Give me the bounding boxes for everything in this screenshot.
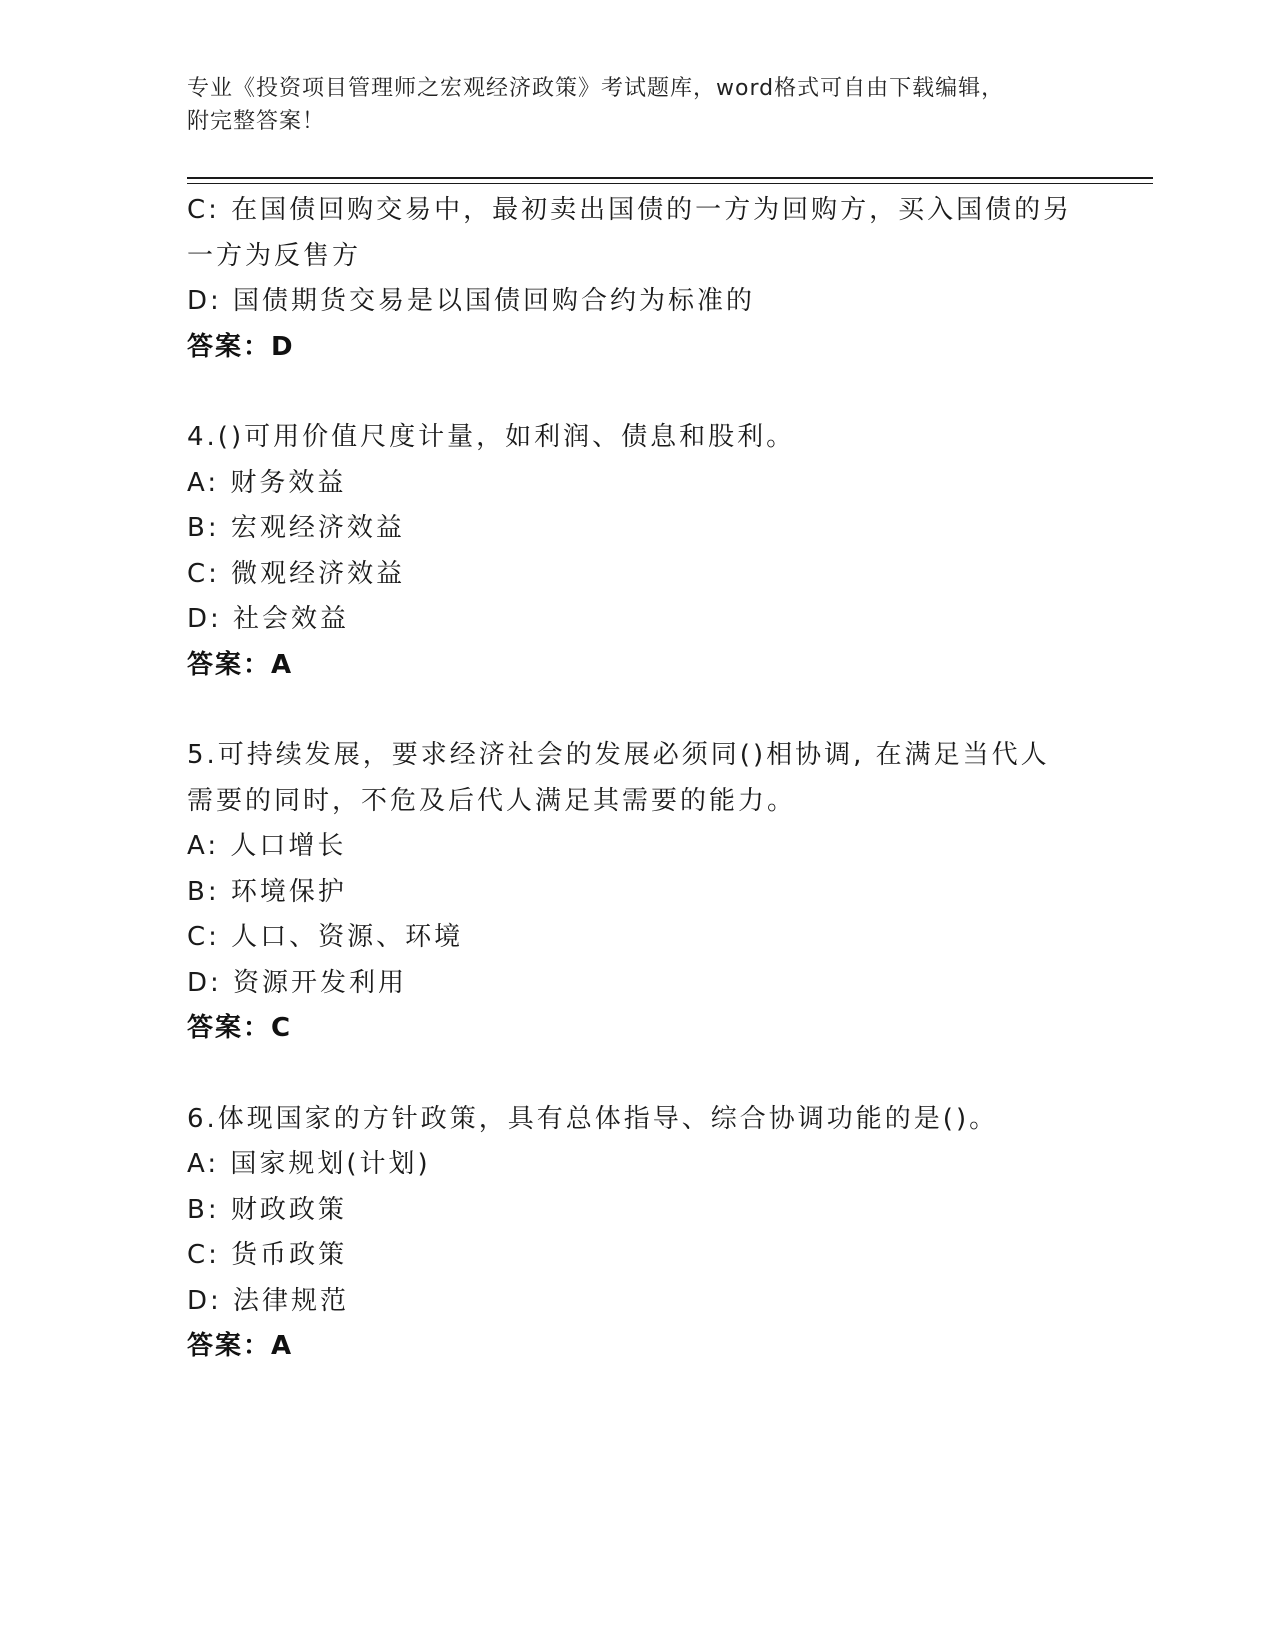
question-stem: 4.()可用价值尺度计量，如利润、债息和股利。 (187, 422, 796, 452)
option-d: D: 社会效益 (187, 604, 350, 634)
option-a: A: 国家规划(计划) (187, 1149, 431, 1179)
answer: 答案：C (187, 1013, 293, 1043)
option-c-line-2: 一方为反售方 (187, 240, 362, 271)
option-d: D: 资源开发利用 (187, 967, 408, 998)
answer: 答案：A (187, 1331, 294, 1361)
option-a: A: 人口增长 (187, 831, 347, 861)
header-divider-thin (187, 183, 1153, 184)
answer: 答案：D (187, 331, 295, 362)
option-c: C: 人口、资源、环境 (187, 922, 464, 952)
spacer (187, 370, 1087, 415)
option-b: B: 财政政策 (187, 1194, 347, 1225)
option-c: C: 微观经济效益 (187, 558, 406, 589)
question-6 (187, 1097, 1087, 1370)
header-line-1: 专业《投资项目管理师之宏观经济政策》考试题库，word格式可自由下载编辑， (187, 76, 1005, 101)
spacer (187, 1052, 1087, 1097)
option-d: D: 国债期货交易是以国债回购合约为标准的 (187, 286, 756, 316)
document-header (187, 72, 1067, 138)
question-3-tail (187, 188, 1087, 370)
option-d: D: 法律规范 (187, 1285, 350, 1316)
option-b: B: 宏观经济效益 (187, 513, 405, 543)
question-content (187, 188, 1087, 1370)
question-stem-line-2: 需要的同时，不危及后代人满足其需要的能力。 (187, 785, 797, 816)
header-divider-thick (187, 177, 1153, 179)
question-5 (187, 733, 1087, 1052)
option-a: A: 财务效益 (187, 467, 347, 498)
option-b: B: 环境保护 (187, 876, 347, 907)
option-c-line-1: C: 在国债回购交易中，最初卖出国债的一方为回购方，买入国债的另 (187, 195, 1073, 225)
spacer (187, 688, 1087, 733)
header-line-2: 附完整答案！ (187, 109, 326, 134)
question-4 (187, 415, 1087, 688)
answer: 答案：A (187, 649, 294, 680)
question-stem: 6.体现国家的方针政策，具有总体指导、综合协调功能的是()。 (187, 1103, 999, 1134)
question-stem-line-1: 5.可持续发展，要求经济社会的发展必须同()相协调, 在满足当代人 (187, 740, 1050, 770)
option-c: C: 货币政策 (187, 1240, 348, 1270)
